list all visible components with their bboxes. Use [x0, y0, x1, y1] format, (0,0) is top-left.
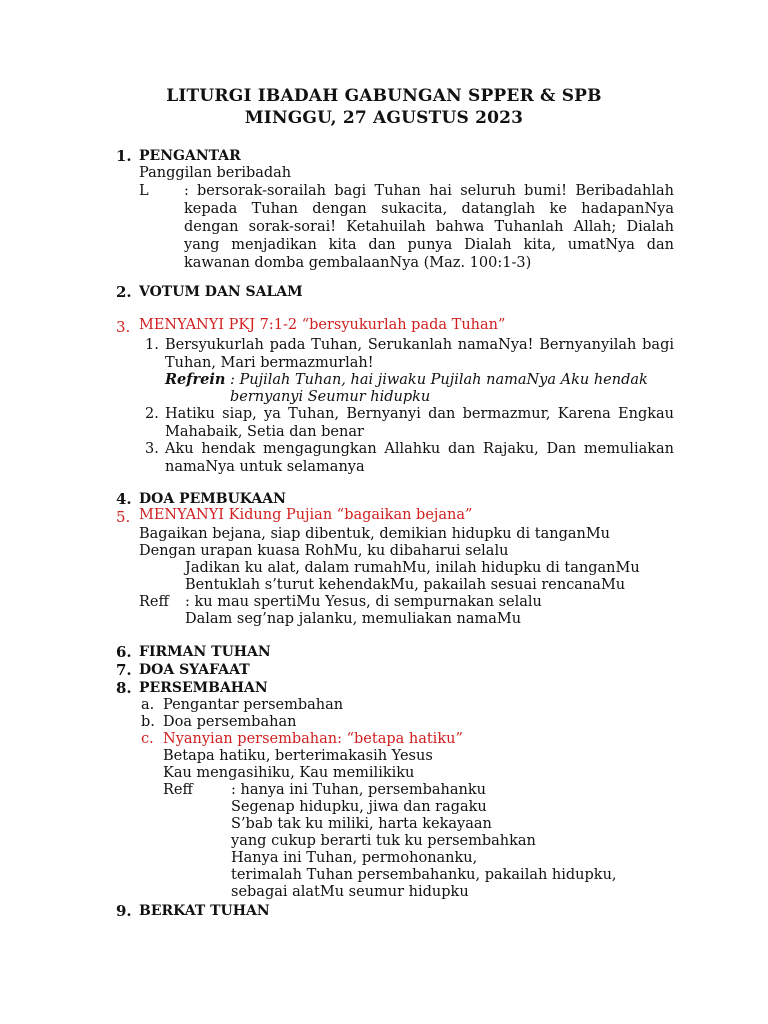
- song-5-line-2: Dengan urapan kuasa RohMu, ku dibaharui selalu: [139, 543, 509, 559]
- song-8-reff-line: : hanya ini Tuhan, persembahanku: [231, 782, 486, 798]
- item-a-marker: a.: [141, 697, 155, 713]
- song-5-reff-label: Reff: [139, 594, 169, 610]
- section-3-heading: MENYANYI PKJ 7:1-2 “bersyukurlah pada Tuhan”: [139, 317, 506, 333]
- section-7-number: 7.: [116, 661, 132, 679]
- section-4-heading: DOA PEMBUKAAN: [139, 491, 286, 507]
- item-c-marker: c.: [141, 731, 154, 747]
- song-8-reff-label: Reff: [163, 782, 193, 798]
- section-1-heading: PENGANTAR: [139, 148, 241, 164]
- item-a-text: Pengantar persembahan: [163, 697, 344, 713]
- song-8-line-1: Betapa hatiku, berterimakasih Yesus: [163, 748, 433, 764]
- section-4-number: 4.: [116, 490, 132, 508]
- section-6-heading: FIRMAN TUHAN: [139, 644, 271, 660]
- item-c-text: Nyanyian persembahan: “betapa hatiku”: [163, 731, 463, 747]
- section-1-marker: L: [139, 183, 149, 199]
- song-8-reff-line: sebagai alatMu seumur hidupku: [231, 884, 469, 900]
- item-b-text: Doa persembahan: [163, 714, 297, 730]
- song-5-line-3: Jadikan ku alat, dalam rumahMu, inilah hidupku di tanganMu: [185, 560, 640, 576]
- verse-1-text: Bersyukurlah pada Tuhan, Serukanlah namaNya! Bernyanyilah bagi Tuhan, Mari bermazmurlah!: [165, 337, 674, 371]
- section-8-number: 8.: [116, 679, 132, 697]
- section-9-heading: BERKAT TUHAN: [139, 903, 270, 919]
- verse-1-number: 1.: [145, 337, 159, 353]
- section-5-heading: MENYANYI Kidung Pujian “bagaikan bejana”: [139, 507, 473, 523]
- section-2-number: 2.: [116, 283, 132, 301]
- item-b-marker: b.: [141, 714, 155, 730]
- song-8-line-2: Kau mengasihiku, Kau memilikiku: [163, 765, 415, 781]
- section-1-text: bersorak-sorailah bagi Tuhan hai seluruh bumi! Beribadahlah kepada Tuhan dengan sukacita, datanglah ke hadapanNya dengan sorak-sorai! Ketahuilah bahwa Tuhanlah Allah; Dialah yang menjadikan kita dan punya Dialah kita, umatNya dan kawanan domba gembalaanNya (Maz. 100:1-3): [184, 183, 674, 271]
- verse-2-text: Hatiku siap, ya Tuhan, Bernyanyi dan bermazmur, Karena Engkau Mahabaik, Setia dan benar: [165, 406, 674, 440]
- section-5-number: 5.: [116, 508, 131, 526]
- section-8-heading: PERSEMBAHAN: [139, 680, 268, 696]
- section-1-number: 1.: [116, 147, 132, 165]
- section-6-number: 6.: [116, 643, 132, 661]
- verse-3-text: Aku hendak mengagungkan Allahku dan Rajaku, Dan memuliakan namaNya untuk selamanya: [165, 441, 674, 475]
- section-1-intro: Panggilan beribadah: [139, 165, 292, 181]
- refrein-text-line2: bernyanyi Seumur hidupku: [230, 389, 431, 405]
- song-8-reff-line: Segenap hidupku, jiwa dan ragaku: [231, 799, 487, 815]
- refrein-text: : Pujilah Tuhan, hai jiwaku Pujilah namaNya Aku hendak: [230, 372, 648, 388]
- document-subtitle-date: MINGGU, 27 AGUSTUS 2023: [244, 108, 524, 128]
- document-title: LITURGI IBADAH GABUNGAN SPPER & SPB: [166, 86, 602, 106]
- song-8-reff-line: S’bab tak ku miliki, harta kekayaan: [231, 816, 492, 832]
- section-7-heading: DOA SYAFAAT: [139, 662, 250, 678]
- section-1-colon: :: [184, 183, 189, 199]
- verse-3-number: 3.: [145, 441, 159, 457]
- song-8-reff-line: terimalah Tuhan persembahanku, pakailah hidupku,: [231, 867, 617, 883]
- song-8-reff-line: yang cukup berarti tuk ku persembahkan: [231, 833, 536, 849]
- song-5-reff-line-1: : ku mau spertiMu Yesus, di sempurnakan selalu: [185, 594, 542, 610]
- song-5-line-4: Bentuklah s’turut kehendakMu, pakailah sesuai rencanaMu: [185, 577, 626, 593]
- verse-2-number: 2.: [145, 406, 159, 422]
- section-3-number: 3.: [116, 318, 131, 336]
- song-5-line-1: Bagaikan bejana, siap dibentuk, demikian hidupku di tanganMu: [139, 526, 611, 542]
- song-5-reff-line-2: Dalam seg’nap jalanku, memuliakan namaMu: [185, 611, 522, 627]
- section-9-number: 9.: [116, 902, 132, 920]
- song-8-reff-line: Hanya ini Tuhan, permohonanku,: [231, 850, 478, 866]
- refrein-label: Refrein: [165, 371, 226, 388]
- section-2-heading: VOTUM DAN SALAM: [139, 284, 303, 300]
